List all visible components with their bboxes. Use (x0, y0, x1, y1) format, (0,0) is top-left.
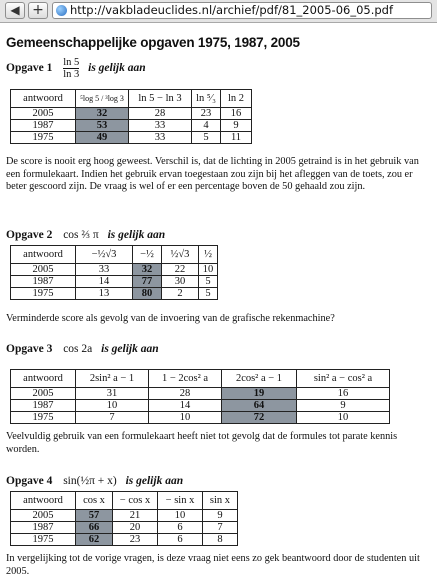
table-cell: 10 (76, 400, 149, 412)
q2-table (10, 245, 218, 300)
table-cell: 49 (76, 132, 129, 144)
table-cell: 80 (133, 288, 162, 300)
table-cell: 14 (149, 400, 222, 412)
table-row (11, 400, 390, 412)
header-cell: 1 − 2cos² a (149, 370, 222, 388)
table-cell: 1975 (11, 132, 76, 144)
table-cell: 62 (76, 534, 113, 546)
table-row (11, 510, 238, 522)
header-cell: ln ⁵⁄₃ (192, 90, 221, 108)
table-row (11, 276, 218, 288)
table-row (11, 108, 252, 120)
table-cell: 33 (129, 132, 192, 144)
header-cell: sin² a − cos² a (297, 370, 390, 388)
back-arrow-icon: ◀ (10, 3, 20, 17)
q1-frac-num: ln 5 (63, 57, 80, 68)
q4-label: Opgave 4 (6, 475, 53, 487)
table-cell: 8 (203, 534, 238, 546)
table-cell: 33 (76, 264, 133, 276)
table-cell: 6 (158, 522, 203, 534)
table-header-row (11, 246, 218, 264)
table-cell: 9 (203, 510, 238, 522)
table-cell: 5 (199, 276, 218, 288)
q3-phrase: is gelijk aan (101, 343, 159, 355)
table-header-row (11, 370, 390, 388)
table-cell: 4 (192, 120, 221, 132)
header-cell: ln 2 (221, 90, 252, 108)
plus-icon: + (32, 2, 44, 18)
q3-heading (6, 343, 159, 355)
back-button[interactable] (5, 2, 25, 19)
q3-expression: cos 2a (63, 343, 93, 355)
table-row (11, 120, 252, 132)
table-cell: 20 (113, 522, 158, 534)
table-row (11, 132, 252, 144)
q1-label: Opgave 1 (6, 62, 53, 75)
header-cell: ⁵log 5 / ³log 3 (76, 90, 129, 108)
table-cell: 22 (162, 264, 199, 276)
header-cell: cos x (76, 492, 113, 510)
table-cell: 1987 (11, 400, 76, 412)
table-cell: 1987 (11, 120, 76, 132)
q2-expression: cos ⅔ π (63, 229, 99, 241)
header-cell: antwoord (11, 492, 76, 510)
table-cell: 2 (162, 288, 199, 300)
header-cell: sin x (203, 492, 238, 510)
table-cell: 31 (76, 388, 149, 400)
header-cell: ½√3 (162, 246, 199, 264)
table-cell: 33 (129, 120, 192, 132)
header-cell: antwoord (11, 370, 76, 388)
header-cell: −½ (133, 246, 162, 264)
q1-heading (6, 57, 146, 80)
header-cell: − cos x (113, 492, 158, 510)
table-cell: 2005 (11, 510, 76, 522)
table-row (11, 412, 390, 424)
table-cell: 1987 (11, 276, 76, 288)
table-header-row (11, 492, 238, 510)
table-cell: 30 (162, 276, 199, 288)
header-cell: −½√3 (76, 246, 133, 264)
globe-icon (56, 5, 67, 16)
table-cell: 2005 (11, 108, 76, 120)
table-row (11, 522, 238, 534)
table-row (11, 288, 218, 300)
table-cell: 23 (192, 108, 221, 120)
table-cell: 16 (297, 388, 390, 400)
table-cell: 13 (76, 288, 133, 300)
table-cell: 2005 (11, 388, 76, 400)
q1-commentary: De score is nooit erg hoog geweest. Verschil is, dat de lichting in 2005 getraind is in het gebruik van een formulekaart. Indien het gebruik ervan toegestaan zou zijn bij het afleggen van de toets, zou er beter gescoord zijn. De vraag is wel of er een percentage boven de 50 gehaald zou zijn. (6, 156, 419, 192)
table-row (11, 388, 390, 400)
table-cell: 28 (129, 108, 192, 120)
q3-label: Opgave 3 (6, 343, 53, 355)
table-cell: 6 (158, 534, 203, 546)
header-cell: − sin x (158, 492, 203, 510)
q1-fraction (63, 57, 79, 80)
q4-commentary: In vergelijking tot de vorige vragen, is deze vraag niet eens zo gek beantwoord door de studenten uit 2005. (6, 553, 420, 577)
header-cell: antwoord (11, 90, 76, 108)
q3-commentary: Veelvuldig gebruik van een formulekaart heeft niet tot gevolg dat de formules tot parate kennis worden. (6, 431, 398, 455)
header-cell: ½ (199, 246, 218, 264)
header-cell: antwoord (11, 246, 76, 264)
q3-table (10, 369, 390, 424)
table-cell: 7 (203, 522, 238, 534)
table-cell: 10 (199, 264, 218, 276)
add-bookmark-button[interactable] (28, 2, 48, 19)
table-cell: 10 (158, 510, 203, 522)
q2-heading (6, 229, 165, 241)
table-row (11, 534, 238, 546)
table-cell: 5 (199, 288, 218, 300)
table-cell: 9 (221, 120, 252, 132)
q4-expression: sin(½π + x) (63, 475, 117, 487)
table-cell: 10 (297, 412, 390, 424)
table-cell: 14 (76, 276, 133, 288)
q2-label: Opgave 2 (6, 229, 53, 241)
table-cell: 32 (133, 264, 162, 276)
table-cell: 1975 (11, 288, 76, 300)
table-cell: 23 (113, 534, 158, 546)
pdf-document (0, 23, 437, 583)
table-cell: 53 (76, 120, 129, 132)
q1-phrase: is gelijk aan (88, 62, 146, 75)
header-cell: 2cos² a − 1 (222, 370, 297, 388)
table-cell: 32 (76, 108, 129, 120)
table-cell: 5 (192, 132, 221, 144)
q1-frac-den: ln 3 (63, 69, 80, 80)
table-cell: 9 (297, 400, 390, 412)
table-cell: 1975 (11, 534, 76, 546)
page-title: Gemeenschappelijke opgaven 1975, 1987, 2005 (6, 35, 300, 50)
header-cell: 2sin² a − 1 (76, 370, 149, 388)
table-cell: 16 (221, 108, 252, 120)
table-cell: 21 (113, 510, 158, 522)
q2-commentary: Verminderde score als gevolg van de invoering van de grafische rekenmachine? (6, 313, 335, 324)
q1-table (10, 89, 252, 144)
table-cell: 7 (76, 412, 149, 424)
table-cell: 2005 (11, 264, 76, 276)
address-bar[interactable] (52, 2, 432, 19)
table-cell: 11 (221, 132, 252, 144)
table-cell: 10 (149, 412, 222, 424)
q4-heading (6, 475, 183, 487)
q4-table (10, 491, 238, 546)
table-cell: 66 (76, 522, 113, 534)
table-cell: 57 (76, 510, 113, 522)
q4-phrase: is gelijk aan (125, 475, 184, 487)
table-cell: 64 (222, 400, 297, 412)
table-cell: 72 (222, 412, 297, 424)
table-cell: 28 (149, 388, 222, 400)
header-cell: ln 5 − ln 3 (129, 90, 192, 108)
table-row (11, 264, 218, 276)
url-text[interactable]: http://vakbladeuclides.nl/archief/pdf/81_2005-06_05.pdf (70, 3, 394, 17)
table-cell: 1975 (11, 412, 76, 424)
browser-toolbar (0, 0, 437, 23)
table-cell: 77 (133, 276, 162, 288)
table-cell: 1987 (11, 522, 76, 534)
table-header-row (11, 90, 252, 108)
table-cell: 19 (222, 388, 297, 400)
q2-phrase: is gelijk aan (107, 229, 166, 241)
